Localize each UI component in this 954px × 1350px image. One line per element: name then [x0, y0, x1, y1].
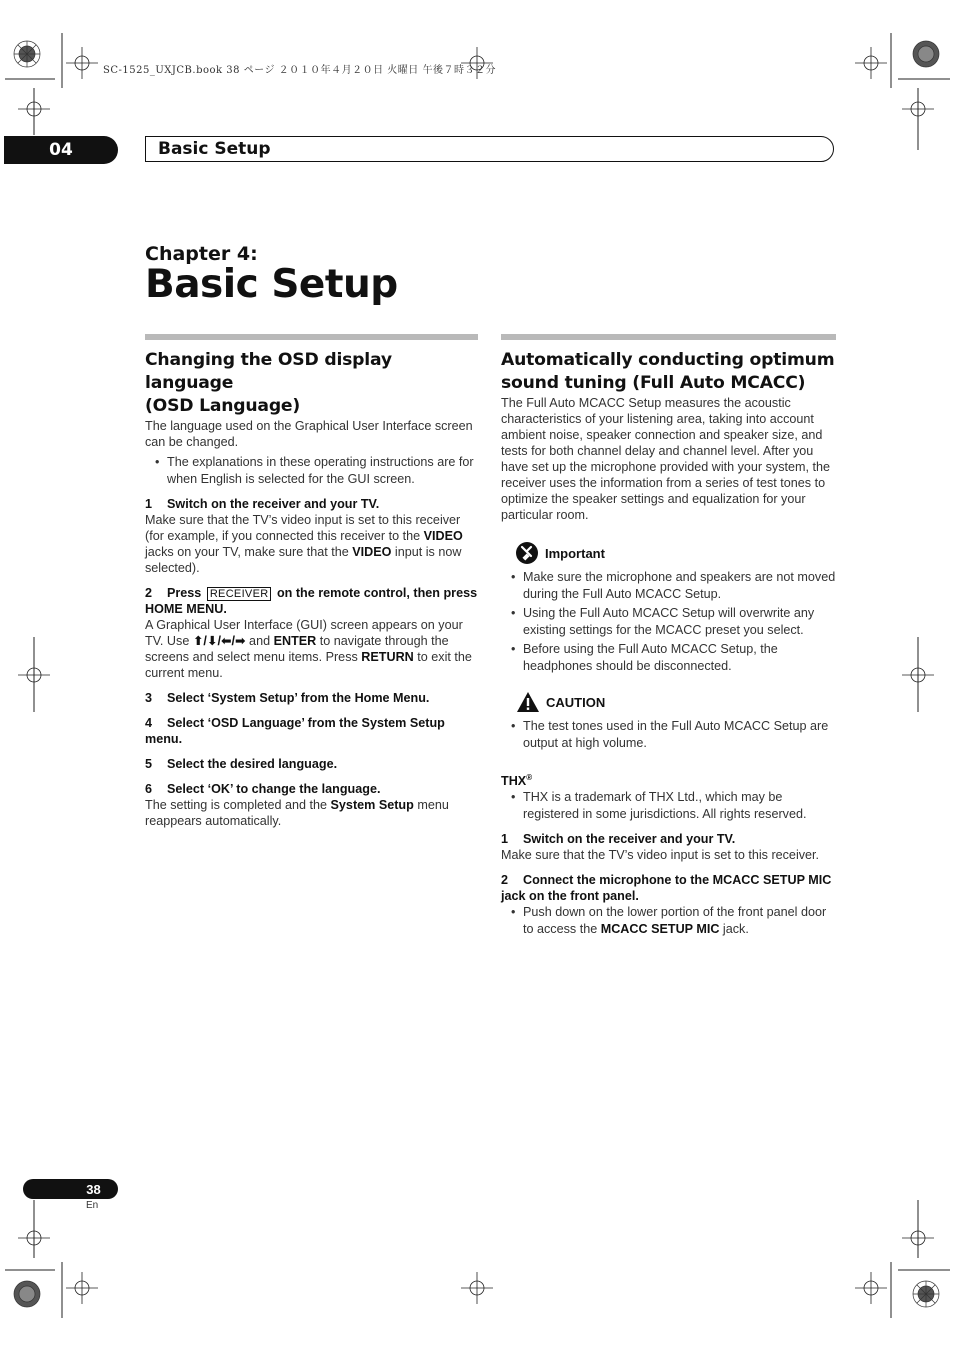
right-column	[501, 334, 836, 937]
arrow-keys-icon: ⬆/⬇/⬅/➡	[192, 634, 246, 648]
osd-step-6-body: The setting is completed and the System Setup menu reappears automatically.	[145, 798, 449, 828]
starburst-mark-bottom-right	[913, 1281, 939, 1307]
caution-item: • The test tones used in the Full Auto MCACC Setup are output at high volume.	[501, 718, 836, 751]
thx-heading: THX®	[501, 773, 533, 789]
receiver-key-label: RECEIVER	[207, 587, 272, 601]
chapter-title: Basic Setup	[145, 262, 398, 307]
print-file-info: SC-1525_UXJCB.book 38 ページ ２０１０年４月２０日 火曜日 午後７時３２分	[103, 65, 496, 76]
osd-bullet: • The explanations in these operating instructions are for when English is selected for the GUI screen.	[145, 454, 478, 487]
starburst-mark-top-right	[913, 41, 939, 67]
step-number: 2	[145, 586, 153, 600]
step-number: 4	[145, 716, 153, 730]
important-item: • Before using the Full Auto MCACC Setup, the headphones should be disconnected.	[501, 641, 836, 674]
step-text: Select ‘System Setup’ from the Home Menu.	[167, 691, 430, 705]
step-text: Switch on the receiver and your TV.	[167, 497, 380, 511]
step-number: 1	[145, 497, 153, 511]
chapter-label: Chapter 4:	[145, 243, 258, 265]
step-text: Select ‘OSD Language’ from the System Setup menu.	[145, 716, 445, 746]
osd-title-line2: (OSD Language)	[145, 396, 301, 416]
step-text: Select ‘OK’ to change the language.	[167, 782, 381, 796]
starburst-mark-top-left	[14, 41, 40, 67]
mcacc-title-line2: sound tuning (Full Auto MCACC)	[501, 373, 806, 393]
section-rule	[145, 334, 478, 340]
important-item: • Using the Full Auto MCACC Setup will overwrite any existing settings for the MCACC preset you select.	[501, 605, 836, 638]
important-label: Important	[545, 545, 605, 561]
starburst-mark-bottom-left	[14, 1281, 40, 1307]
osd-intro: The language used on the Graphical User Interface screen can be changed.	[145, 419, 473, 449]
osd-step-1-body: Make sure that the TV’s video input is set to this receiver (for example, if you connected this receiver to the VIDEO jacks on your TV, make sure that the VIDEO input is now selected).	[145, 513, 463, 575]
section-header-title: Basic Setup	[158, 139, 271, 159]
osd-step-2: 2 Press RECEIVER on the remote control, then press HOME MENU.	[145, 586, 478, 616]
osd-step-5	[145, 756, 478, 772]
osd-step-4	[145, 715, 478, 747]
osd-section-title	[145, 349, 478, 418]
mcacc-intro: The Full Auto MCACC Setup measures the acoustic characteristics of your listening area, taking into account ambient noise, speaker connection and speaker size, and tests for both channel delay and channel level. After you have set up the microphone provided with your system, the receiver uses the information from a series of test tones to optimize the speaker settings and equalization for your particular room.	[501, 396, 831, 522]
thx-item: • THX is a trademark of THX Ltd., which may be registered in some jurisdictions. All rights reserved.	[501, 789, 836, 822]
important-heading	[500, 541, 836, 565]
caution-heading	[501, 690, 836, 714]
mcacc-title-line1: Automatically conducting optimum	[501, 350, 835, 370]
osd-step-2-body: A Graphical User Interface (GUI) screen appears on your TV. Use ⬆/⬇/⬅/➡ and ENTER to navigate through the screens and select menu items. Press RETURN to exit the current menu.	[145, 618, 472, 680]
step-text: Select the desired language.	[167, 757, 338, 771]
osd-title-line1: Changing the OSD display language	[145, 350, 392, 393]
osd-step-1	[145, 496, 478, 512]
left-column	[145, 334, 478, 829]
mcacc-step-2	[501, 872, 836, 904]
mcacc-step-1-body: Make sure that the TV’s video input is set to this receiver.	[501, 848, 820, 863]
mcacc-step-2-bullet: • Push down on the lower portion of the front panel door to access the MCACC SETUP MIC jack.	[501, 904, 836, 937]
important-icon	[515, 541, 539, 565]
caution-label: CAUTION	[546, 694, 606, 710]
chapter-number-tab: 04	[4, 136, 118, 164]
section-rule	[501, 334, 836, 340]
mcacc-step-1	[501, 831, 836, 847]
mcacc-section-title	[501, 349, 836, 395]
warning-icon	[516, 690, 540, 714]
step-number: 3	[145, 691, 153, 705]
step-number: 5	[145, 757, 153, 771]
step-text: Switch on the receiver and your TV.	[523, 832, 736, 847]
step-number: 1	[501, 832, 509, 847]
step-number: 6	[145, 782, 153, 796]
section-header-bar	[145, 136, 834, 162]
page-number: 38	[23, 1179, 118, 1199]
important-item: • Make sure the microphone and speakers are not moved during the Full Auto MCACC Setup.	[501, 569, 836, 602]
step-text: Connect the microphone to the MCACC SETUP MIC jack on the front panel.	[501, 873, 832, 904]
osd-step-6	[145, 781, 478, 797]
osd-step-3	[145, 690, 478, 706]
step-number: 2	[501, 873, 509, 888]
page-language: En	[86, 1200, 99, 1211]
